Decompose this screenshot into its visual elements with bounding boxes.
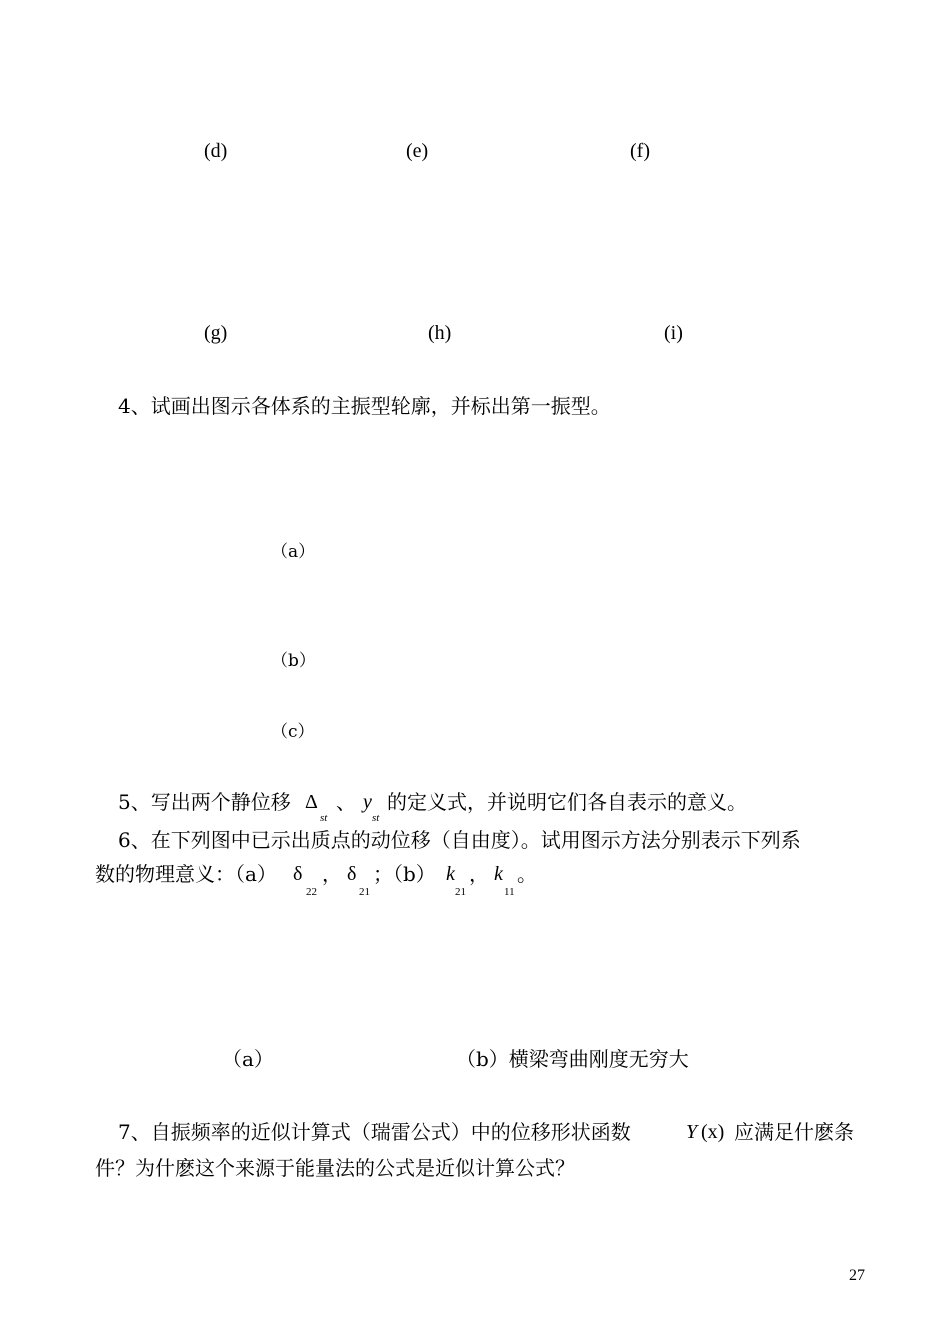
q6-k-11-sub: 11 bbox=[504, 886, 515, 898]
q7-line1-prefix: 7、自振频率的近似计算式（瑞雷公式）中的位移形状函数 bbox=[118, 1120, 631, 1144]
q5-delta-sub: st bbox=[320, 812, 328, 824]
question-4: 4、试画出图示各体系的主振型轮廓，并标出第一振型。 bbox=[118, 394, 611, 418]
q6-comma-2: ， bbox=[469, 862, 489, 886]
q6-k-21-sub: 21 bbox=[455, 886, 466, 898]
figure-label-i: (i) bbox=[664, 322, 683, 344]
q6-delta-22: δ bbox=[293, 863, 303, 885]
q6-semicolon-b: ；（b） bbox=[373, 862, 436, 886]
q6-line1: 6、在下列图中已示出质点的动位移（自由度）。试用图示方法分别表示下列系 bbox=[118, 828, 801, 852]
q6-figure-label-b: （b）横梁弯曲刚度无穷大 bbox=[456, 1047, 689, 1071]
q7-func-arg: (x) bbox=[701, 1121, 725, 1143]
figure-label-f: (f) bbox=[630, 140, 650, 162]
q6-delta-21: δ bbox=[347, 863, 357, 885]
q5-prefix: 5、写出两个静位移 bbox=[118, 790, 291, 814]
q5-suffix: 的定义式，并说明它们各自表示的意义。 bbox=[387, 790, 747, 814]
q6-delta-22-sub: 22 bbox=[306, 886, 317, 898]
q4-label-a: （a） bbox=[271, 542, 316, 562]
q5-y: y bbox=[363, 791, 372, 813]
q6-delta-21-sub: 21 bbox=[359, 886, 370, 898]
figure-label-g: (g) bbox=[204, 322, 228, 344]
q4-label-b: （b） bbox=[271, 651, 316, 671]
q6-k-21: k bbox=[446, 863, 455, 885]
q6-end: 。 bbox=[517, 862, 537, 886]
q5-separator: 、 bbox=[336, 790, 356, 814]
q6-line2-prefix: 数的物理意义：（a） bbox=[95, 862, 277, 886]
figure-label-h: (h) bbox=[428, 322, 452, 344]
q6-comma-1: ， bbox=[322, 862, 342, 886]
q7-func: Y bbox=[686, 1121, 698, 1143]
page-number: 27 bbox=[849, 1267, 865, 1284]
q7-line2: 件？为什麽这个来源于能量法的公式是近似计算公式？ bbox=[95, 1156, 575, 1180]
q5-delta: Δ bbox=[305, 791, 318, 813]
figure-label-d: (d) bbox=[204, 140, 228, 162]
q7-line1-suffix: 应满足什麽条 bbox=[734, 1120, 854, 1144]
q6-figure-label-a: （a） bbox=[222, 1047, 274, 1071]
q5-y-sub: st bbox=[372, 812, 380, 824]
q6-k-11: k bbox=[494, 863, 503, 885]
q4-label-c: （c） bbox=[271, 722, 315, 742]
figure-label-e: (e) bbox=[406, 140, 429, 162]
